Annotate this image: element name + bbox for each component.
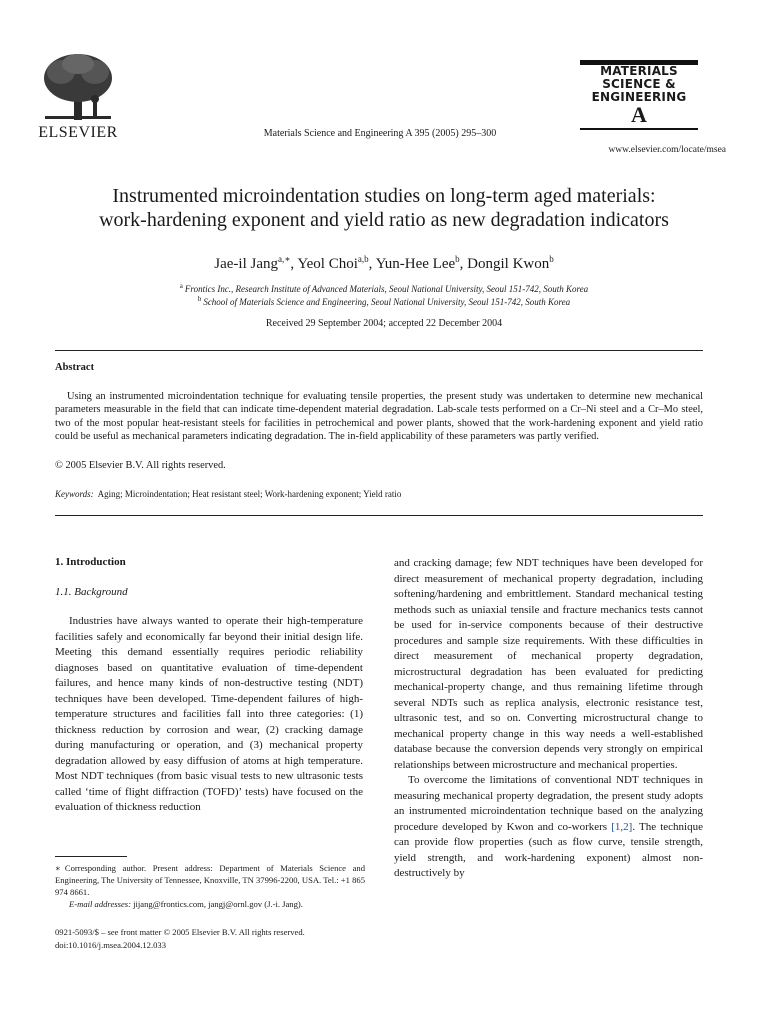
affiliation-mark: a — [179, 282, 183, 290]
left-column — [55, 556, 363, 816]
email-label: E-mail addresses: — [69, 899, 131, 909]
title-line: work-hardening exponent and yield ratio as new degradation indicators — [99, 209, 669, 231]
section-heading: 1. Introduction — [55, 556, 126, 568]
author-name: Jae-il Jang — [214, 256, 278, 272]
subsection-heading: 1.1. Background — [55, 586, 128, 598]
issn-line: 0921-5093/$ – see front matter © 2005 Elsevier B.V. All rights reserved. — [55, 927, 305, 937]
author-name: Yun-Hee Lee — [375, 256, 456, 272]
footnote-rule — [55, 856, 127, 857]
affiliation-text: Frontics Inc., Research Institute of Advanced Materials, Seoul National University, Seoul 151-742, South Korea — [184, 284, 589, 294]
body-paragraph: and cracking damage; few NDT techniques have been developed for direct measurement of mechanical property degradation, including softening/hardening and embrittlement. Standard mechanical testing methods such as uniaxial tensile and fracture mechanics tests cannot be used for in-service components because of their destructive procedures and sample size requirements. With these difficulties in direct measurement of mechanical property degradation, microstructural degradation has been evaluated for predicting mechanical-property change, and thus remaining lifetime through several NDTs such as replica analysis, electronic resistance test, ultrasonic test, and so on. Converting microstructural change to mechanical property change in this way needs a well-established database because the conversion depends very strongly on empirical relationships between microstructure and mechanical properties. — [394, 557, 703, 771]
affiliation-text: School of Materials Science and Engineering, Seoul National University, Seoul 151-742, South Korea — [203, 297, 571, 307]
footnote — [55, 862, 365, 898]
affiliation — [40, 295, 728, 307]
paper-title — [40, 184, 728, 232]
doi-line[interactable]: doi:10.1016/j.msea.2004.12.033 — [55, 940, 166, 950]
email-addresses[interactable]: jijang@frontics.com, jangj@ornl.gov (J.-i. Jang). — [133, 899, 303, 909]
issn-block — [55, 926, 305, 952]
masthead-line: SCIENCE & — [602, 77, 676, 91]
footnote-text: Corresponding author. Present address: Department of Materials Science and Engineering, The University of Tennessee, Knoxville, TN 37996-2200, USA. Tel.: +1 865 974 8661. — [55, 863, 365, 897]
keywords — [55, 489, 401, 499]
keywords-text: Aging; Microindentation; Heat resistant steel; Work-hardening exponent; Yield ratio — [97, 489, 402, 499]
title-line: Instrumented microindentation studies on long-term aged materials: — [112, 185, 656, 207]
author-list: Jae-il Jang$^{a,∗}$, Yeol Choi$^{a,b}$, Yun-Hee Lee$^b$, Dongil Kwon$^b$ — [214, 254, 554, 272]
divider — [55, 350, 703, 351]
email-line — [55, 898, 365, 910]
author-affil-mark[interactable]: b — [455, 254, 460, 264]
footnote-mark: ∗ — [55, 863, 61, 873]
abstract-body: Using an instrumented microindentation technique for evaluating tensile properties, the present study was undertaken to determine new mechanical parameters measurable in the field that can indicate time-dependent material degradation. Lab-scale tests performed on a Cr–Ni steel and a Cr–Mo steel, two of the most popular heat-resistant steels for facilities in petrochemical and power plants, showed that the work-hardening exponent and yield ratio could be useful as mechanical parameters indicating degradation. The in-field applicability of these parameters was partly verified. — [55, 391, 703, 443]
journal-url[interactable]: www.elsevier.com/locate/msea — [608, 145, 726, 155]
author-affil-mark[interactable]: a,b — [357, 254, 369, 264]
paragraph-text: . The technique can provide flow properties (such as flow curve, tensile strength, yield strength, and work-hardening exponent) almost non-destructively by — [394, 820, 703, 879]
body-paragraph — [394, 773, 703, 882]
author-affil-mark[interactable]: b — [549, 254, 554, 264]
keywords-label: Keywords: — [55, 489, 94, 499]
masthead-line: ENGINEERING — [591, 90, 687, 104]
masthead-line: MATERIALS — [600, 64, 678, 78]
masthead-bar — [580, 128, 698, 130]
affiliation — [40, 282, 728, 294]
right-column — [394, 556, 703, 882]
author-affil-mark[interactable]: a,∗ — [277, 254, 291, 264]
body-paragraph: Industries have always wanted to operate their high-temperature facilities safely and economically far beyond their initial design life. Meeting this demand essentially requires periodic reliability diagnoses based on quantitative evaluation of time-dependent failures, and hence many kinds of non-destructive testing (NDT) techniques have been developed. Time-dependent failures of high-temperature structures and facilities fall into three categories: (1) thickness reduction by corrosion and wear, (2) cracking damage during manufacturing or operation, and (3) mechanical property degradation allowed by easy diffusion of atoms at high temperature. Most NDT techniques (from basic visual tests to new ultrasonic tests called ‘time of flight diffraction (TOFD)’ tests) have focused on the evaluation of thickness reduction — [55, 615, 363, 813]
citation-link[interactable]: [1,2] — [611, 820, 633, 833]
author-name: Yeol Choi — [297, 256, 358, 272]
divider — [55, 515, 703, 516]
affiliation-mark: b — [197, 295, 202, 303]
journal-citation: Materials Science and Engineering A 395 (2005) 295–300 — [263, 128, 497, 139]
paragraph-text: To overcome the limitations of conventional NDT techniques in measuring mechanical property degradation, the present study adopts an instrumented microindentation technique based on the analyzing procedure developed by Kwon and co-workers — [394, 774, 703, 833]
masthead-letter: A — [631, 102, 647, 127]
abstract-heading: Abstract — [55, 362, 95, 373]
journal-masthead — [580, 60, 698, 138]
abstract-copyright: © 2005 Elsevier B.V. All rights reserved. — [55, 460, 226, 471]
publisher-name: ELSEVIER — [38, 124, 118, 141]
author-name: Dongil Kwon — [467, 256, 550, 272]
received-dates: Received 29 September 2004; accepted 22 December 2004 — [265, 318, 503, 329]
tree-icon — [35, 50, 121, 126]
